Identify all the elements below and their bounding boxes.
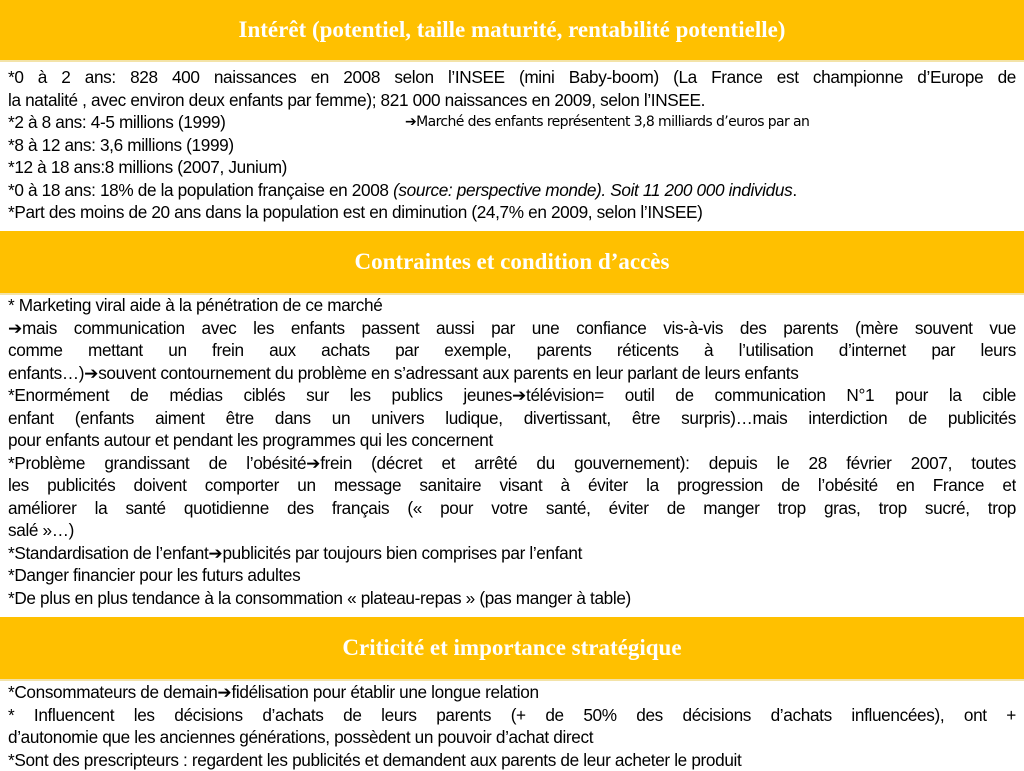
text-segment: *0 à 18 ans: 18% de la population française en 2008 — [8, 180, 393, 200]
section-body-criticite — [8, 681, 1016, 771]
text-line — [8, 111, 1016, 134]
section-header-criticite — [0, 617, 1024, 681]
text-line: *Problème grandissant de l’obésité➔frein (décret et arrêté du gouvernement): depuis le 28 février 2007, toutes — [8, 452, 1016, 475]
text-line: * Marketing viral aide à la pénétration de ce marché — [8, 294, 1016, 317]
text-line: *Consommateurs de demain➔fidélisation pour établir une longue relation — [8, 681, 1016, 704]
text-line: *Enormément de médias ciblés sur les publics jeunes➔télévision= outil de communication N°1 pour la cible — [8, 384, 1016, 407]
text-segment: . — [792, 180, 796, 200]
text-line: *De plus en plus tendance à la consommation « plateau-repas » (pas manger à table) — [8, 587, 1016, 610]
text-line: *0 à 2 ans: 828 400 naissances en 2008 selon l’INSEE (mini Baby-boom) (La France est championne d’Europe de — [8, 66, 1016, 89]
text-line: * Influencent les décisions d’achats de leurs parents (+ de 50% des décisions d’achats influencées), ont + — [8, 704, 1016, 727]
text-line: comme mettant un frein aux achats par exemple, parents réticents à l’utilisation d’internet par leurs — [8, 339, 1016, 362]
text-line: *Danger financier pour les futurs adultes — [8, 564, 1016, 587]
section-body-contraintes — [8, 294, 1016, 609]
text-segment: *2 à 8 ans: 4-5 millions (1999) — [8, 112, 225, 132]
text-line: *8 à 12 ans: 3,6 millions (1999) — [8, 134, 1016, 157]
text-line: *Standardisation de l’enfant➔publicités par toujours bien comprises par l’enfant — [8, 542, 1016, 565]
text-line: ➔mais communication avec les enfants passent aussi par une confiance vis-à-vis des parents (mère souvent vue — [8, 317, 1016, 340]
text-line: *Part des moins de 20 ans dans la population est en diminution (24,7% en 2009, selon l’INSEE) — [8, 201, 1016, 224]
section-title: Contraintes et condition d’accès — [355, 249, 670, 275]
section-title: Criticité et importance stratégique — [342, 635, 681, 661]
text-line: enfant (enfants aiment être dans un univers ludique, divertissant, être surpris)…mais interdiction de publicités — [8, 407, 1016, 430]
text-line: d’autonomie que les anciennes générations, possèdent un pouvoir d’achat direct — [8, 726, 1016, 749]
text-line: *12 à 18 ans:8 millions (2007, Junium) — [8, 156, 1016, 179]
section-body-interet — [8, 66, 1016, 224]
source-italic: (source: perspective monde). Soit 11 200 000 individus — [393, 180, 792, 200]
text-line — [8, 179, 1016, 202]
text-line: salé »…) — [8, 519, 1016, 542]
text-line: pour enfants autour et pendant les programmes qui les concernent — [8, 429, 1016, 452]
text-line: enfants…)➔souvent contournement du problème en s’adressant aux parents en leur parlant de leurs enfants — [8, 362, 1016, 385]
text-line: la natalité , avec environ deux enfants par femme); 821 000 naissances en 2009, selon l’INSEE. — [8, 89, 1016, 112]
section-title: Intérêt (potentiel, taille maturité, rentabilité potentielle) — [239, 17, 786, 43]
section-header-interet — [0, 0, 1024, 62]
section-header-contraintes — [0, 231, 1024, 295]
market-note: ➔Marché des enfants représentent 3,8 milliards d’euros par an — [405, 111, 809, 134]
text-line: améliorer la santé quotidienne des français (« pour votre santé, éviter de manger trop gras, trop sucré, trop — [8, 497, 1016, 520]
text-line: *Sont des prescripteurs : regardent les publicités et demandent aux parents de leur acheter le produit — [8, 749, 1016, 771]
text-line: les publicités doivent comporter un message sanitaire visant à éviter la progression de l’obésité en France et — [8, 474, 1016, 497]
